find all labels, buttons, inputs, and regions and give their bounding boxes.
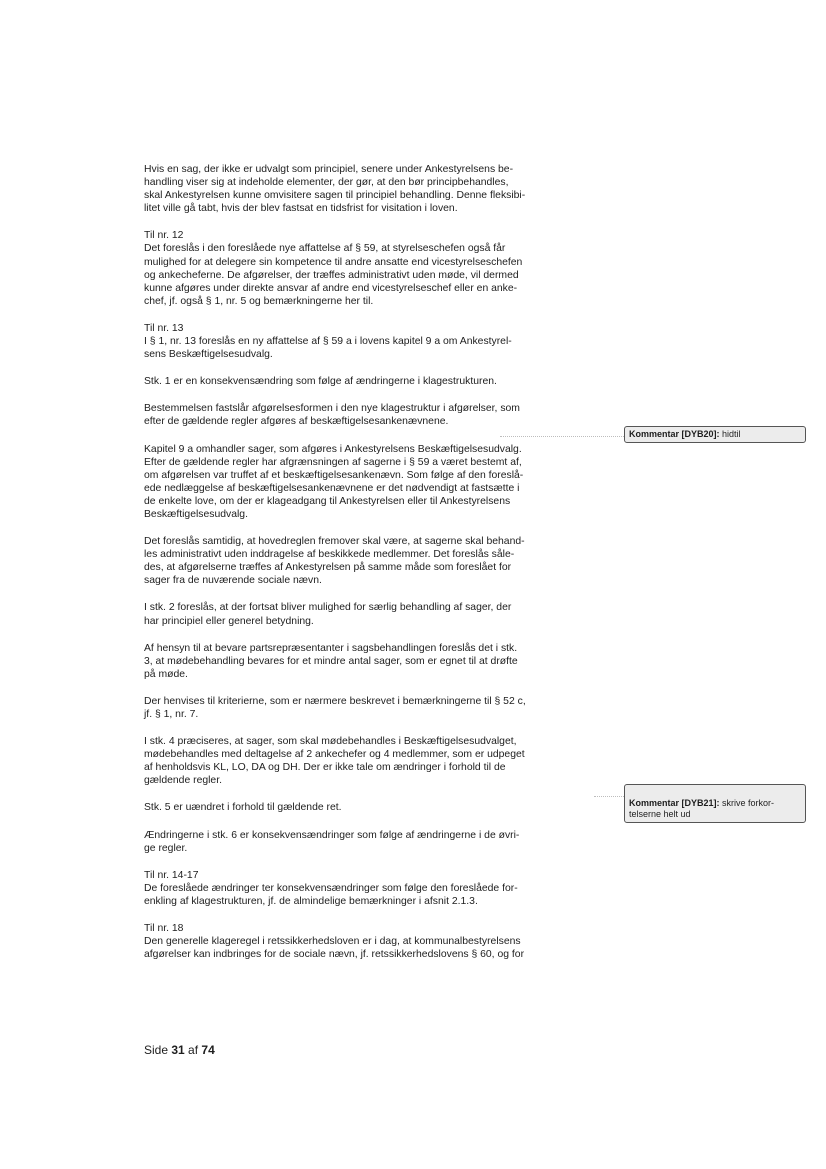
comment-tag: Kommentar [DYB20]: <box>629 429 720 439</box>
paragraph: Hvis en sag, der ikke er udvalgt som principiel, senere under Ankestyrelsens be- handling viser sig at indeholde elementer, der gør, at den bør principbehandles, skal Ankestyrelsen kunne omvisitere sagen til principiel behandling. Denne fleksibi- litet ville gå tabt, hvis der blev fastsat en tidsfrist for visitation i loven. <box>144 164 526 215</box>
paragraph: Til nr. 14-17 De foreslåede ændringer ter konsekvensændringer som følge den foreslåede for- enkling af klagestrukturen, jf. de almindelige bemærkninger i afsnit 2.1.3. <box>144 869 518 907</box>
paragraph: Bestemmelsen fastslår afgørelsesformen i den nye klagestruktur i afgørelser, som efter de gældende regler afgøres af beskæftigelsesankenævnene. <box>144 403 520 428</box>
paragraph: Stk. 1 er en konsekvensændring som følge af ændringerne i klagestrukturen. <box>144 376 497 388</box>
paragraph: Til nr. 13 I § 1, nr. 13 foreslås en ny affattelse af § 59 a i lovens kapitel 9 a om Ankestyrel- sens Beskæftigelsesudvalg. <box>144 322 512 361</box>
paragraph: Kapitel 9 a omhandler sager, som afgøres i Ankestyrelsens Beskæftigelsesudvalg. Efter de gældende regler har afgrænsningen af sagerne i § 59 a været bestemt af, om afgørelsen var truffet af et beskæftigelsesankenævn. Som følge af den foreslå- ede nedlæggelse af beskæftigelsesankenævnene er det nødvendigt at fastsætte i de enkelte love, om der er klageadgang til Ankestyrelsen eller til Ankestyrelsens Beskæftigelsesudvalg. <box>144 443 524 520</box>
body-text <box>144 163 594 975</box>
footer-middle: af <box>184 1043 202 1057</box>
paragraph: Det foreslås samtidig, at hovedreglen fremover skal være, at sagerne skal behand- les administrativt uden inddragelse af beskikkede medlemmer. Det foreslås såle- des, at afgørelserne træffes af Ankestyrelsen på samme måde som foreslået for sager fra de nuværende sociale nævn. <box>144 536 525 587</box>
comment-connector <box>594 796 624 797</box>
paragraph: Til nr. 18 Den generelle klageregel i retssikkerhedsloven er i dag, at kommunalbestyrelsens afgørelser kan indbringes for de sociale nævn, jf. retssikkerhedslovens § 60, og for <box>144 923 525 961</box>
page-footer <box>144 1043 215 1057</box>
page-total: 74 <box>201 1043 215 1057</box>
comment-balloon[interactable] <box>624 426 806 443</box>
comment-text: hidtil <box>719 429 741 439</box>
paragraph: Af hensyn til at bevare partsrepræsentanter i sagsbehandlingen foreslås det i stk. 3, at mødebehandling bevares for et mindre antal sager, som er egnet til at drøfte på møde. <box>144 642 518 680</box>
paragraph: Stk. 5 er uændret i forhold til gældende ret. <box>144 802 342 814</box>
paragraph: Til nr. 12 Det foreslås i den foreslåede nye affattelse af § 59, at styrelseschefen også får mulighed for at delegere sin kompetence til andre ansatte end vicestyrelseschefen og ankecheferne. De afgørelser, der træffes administrativt uden møde, vil dermed kunne afgøres under direkte ansvar af andre end vicestyrelseschef eller en anke- chef, jf. også § 1, nr. 5 og bemærkningerne her til. <box>144 230 523 307</box>
footer-prefix: Side <box>144 1043 172 1057</box>
comment-connector <box>500 436 624 437</box>
comment-text: skrive forkor- telserne helt ud <box>629 798 775 819</box>
comment-tag: Kommentar [DYB21]: <box>629 798 720 808</box>
paragraph: I stk. 2 foreslås, at der fortsat bliver mulighed for særlig behandling af sager, der har principiel eller generel betydning. <box>144 602 512 627</box>
comment-balloon[interactable] <box>624 784 806 823</box>
page-number: 31 <box>171 1043 185 1057</box>
paragraph: Der henvises til kriterierne, som er nærmere beskrevet i bemærkningerne til § 52 c, jf. § 1, nr. 7. <box>144 695 526 720</box>
paragraph: I stk. 4 præciseres, at sager, som skal mødebehandles i Beskæftigelsesudvalget, mødebehandles med deltagelse af 2 ankechefer og 4 medlemmer, som er udpeget af henholdsvis KL, LO, DA og DH. Der er ikke tale om ændringer i forhold til de gældende regler. <box>144 736 525 787</box>
paragraph: Ændringerne i stk. 6 er konsekvensændringer som følge af ændringerne i de øvri- ge regler. <box>144 829 520 854</box>
